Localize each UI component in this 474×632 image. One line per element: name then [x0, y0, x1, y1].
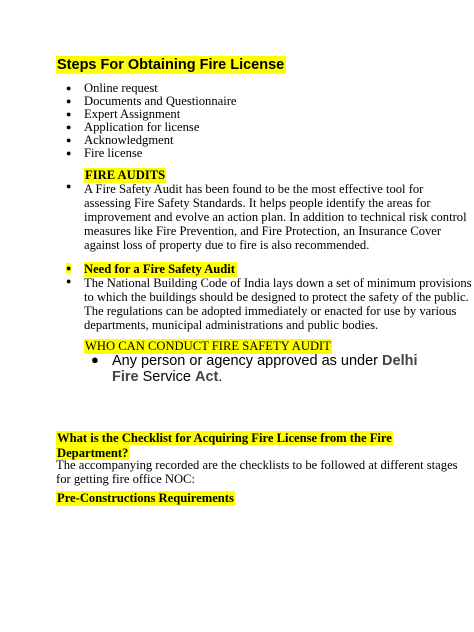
- list-item: ● Fire license: [66, 146, 143, 160]
- list-item: ● Application for license: [66, 120, 200, 134]
- bullet-icon: ●: [66, 135, 72, 145]
- who-can-conduct-text: [112, 353, 418, 385]
- text-line: departments, municipal administrations and public bodies.: [84, 318, 379, 332]
- page-title: Steps For Obtaining Fire License: [57, 57, 285, 73]
- text-line: The National Building Code of India lays down a set of minimum provisions: [84, 276, 472, 290]
- fire-audits-heading: FIRE AUDITS: [85, 168, 166, 182]
- bullet-icon: ●: [66, 181, 72, 191]
- list-item: ● Expert Assignment: [66, 107, 181, 121]
- text-line: to which the buildings should be designed to protect the safety of the public.: [84, 290, 469, 304]
- text-line: improvement and evolve an action plan. In addition to technical risk control: [84, 210, 467, 224]
- pre-construction-heading: Pre-Constructions Requirements: [57, 491, 234, 505]
- checklist-paragraph: [56, 458, 458, 486]
- bullet-icon: ●: [66, 122, 72, 132]
- bullet-icon: ●: [66, 96, 72, 106]
- text-line: A Fire Safety Audit has been found to be the most effective tool for: [84, 182, 424, 196]
- text-line: assessing Fire Safety Standards. It helps people identify the areas for: [84, 196, 431, 210]
- list-item: ● Online request: [66, 81, 158, 95]
- bullet-icon: ●: [66, 148, 72, 158]
- text-line: for getting fire office NOC:: [56, 472, 195, 486]
- bullet-icon: ●: [91, 352, 99, 367]
- text-line: Any person or agency approved as under Delhi: [112, 353, 418, 369]
- list-item: ● Acknowledgment: [66, 133, 174, 147]
- bullet-icon: ●: [66, 263, 72, 273]
- need-heading: Need for a Fire Safety Audit: [84, 262, 235, 276]
- text-line: Fire Service Act.: [112, 369, 223, 385]
- bullet-icon: ●: [66, 276, 72, 286]
- who-can-conduct-heading: WHO CAN CONDUCT FIRE SAFETY AUDIT: [85, 339, 331, 353]
- text-line: The accompanying recorded are the checklists to be followed at different stages: [56, 458, 458, 472]
- fire-audits-paragraph: [84, 182, 467, 252]
- list-item: ● Documents and Questionnaire: [66, 94, 237, 108]
- bullet-icon: ●: [66, 83, 72, 93]
- checklist-heading: What is the Checklist for Acquiring Fire License from the Fire Department?: [57, 431, 392, 460]
- text-line: against loss of property due to fire is also recommended.: [84, 238, 370, 252]
- text-line: The regulations can be adopted immediately or enacted for use by various: [84, 304, 457, 318]
- text-line: measures like Fire Prevention, and Fire Protection, an Insurance Cover: [84, 224, 442, 238]
- need-paragraph: [84, 276, 472, 332]
- steps-list: [66, 82, 236, 160]
- bullet-icon: ●: [66, 109, 72, 119]
